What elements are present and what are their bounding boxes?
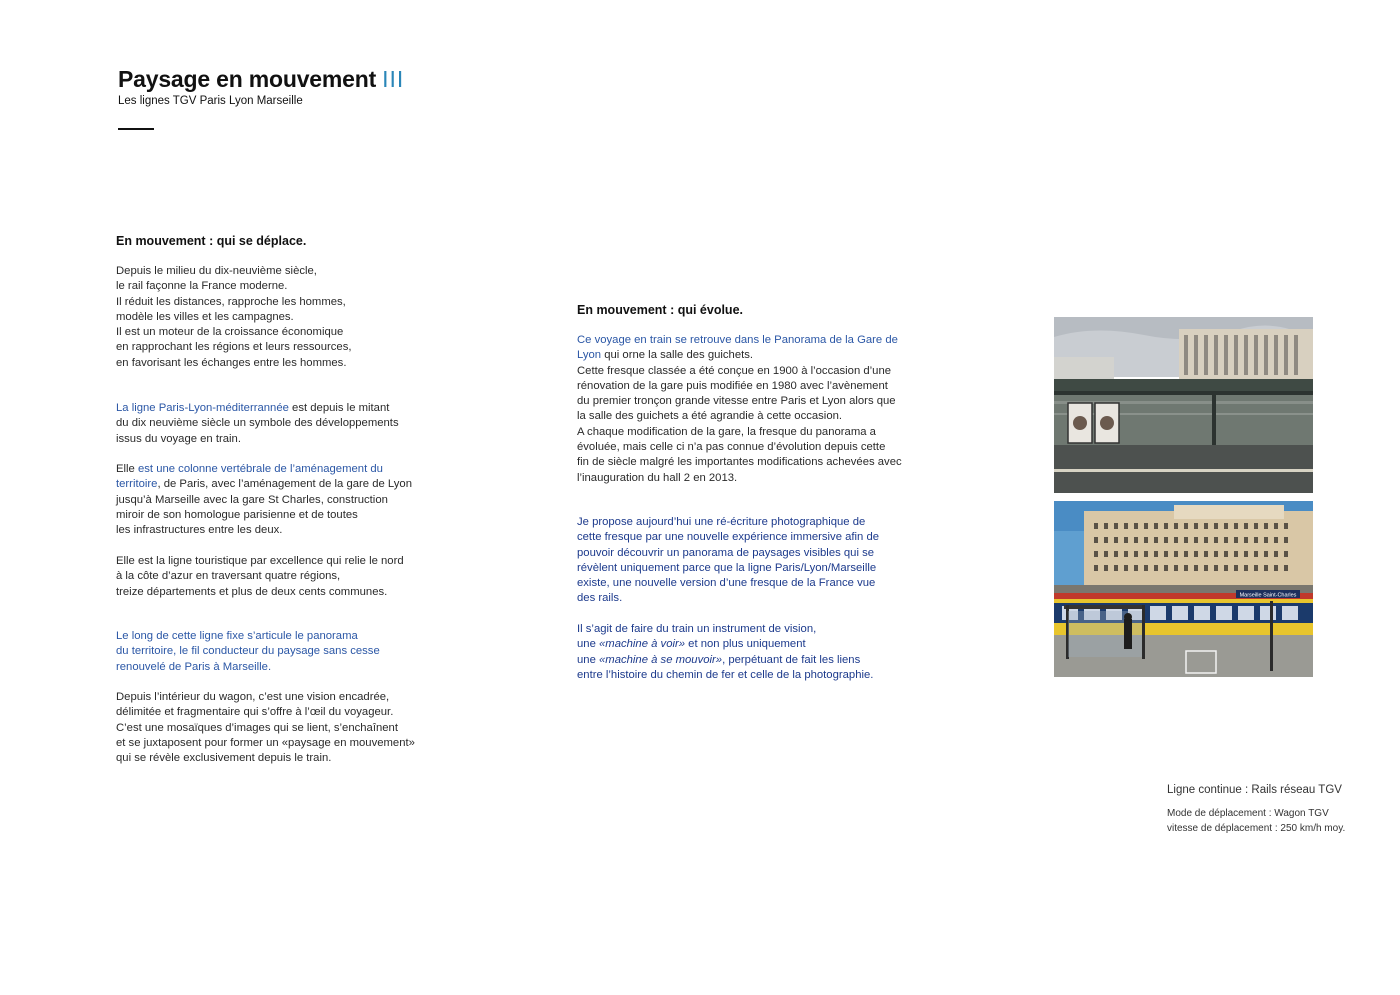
text-line: du dix neuvième siècle un symbole des développements <box>116 417 399 430</box>
text-line: cette fresque par une nouvelle expérience immersive afin de <box>577 531 880 544</box>
text-line: pouvoir découvrir un panorama de paysages visibles qui se <box>577 546 875 559</box>
italic-text: «machine à se mouvoir» <box>599 653 723 666</box>
highlight-line: renouvelé de Paris à Marseille. <box>116 660 272 673</box>
highlight-text: La ligne Paris-Lyon-méditerrannée <box>116 402 289 414</box>
text-line: la salle des guichets a été agrandie à cette occasion. <box>577 410 843 423</box>
text-line: jusqu’à Marseille avec la gare St Charles, construction <box>116 493 388 506</box>
text-line: Il réduit les distances, rapproche les hommes, <box>116 295 346 308</box>
middle-heading: En mouvement : qui évolue. <box>577 303 743 317</box>
text-line: qui se révèle exclusivement depuis le train. <box>116 752 332 765</box>
title-text: Paysage en mouvement <box>118 66 377 92</box>
title-bars: III <box>382 66 405 92</box>
text-fragment: , perpétuant de fait les liens <box>722 653 861 666</box>
station-sign: Marseille Saint-Charles <box>1239 592 1297 599</box>
left-paragraph-6 <box>116 690 415 766</box>
highlight-text: territoire <box>116 478 158 491</box>
text-fragment: est depuis le mitant <box>288 402 390 414</box>
text-line: en rapprochant les régions et leurs ressources, <box>116 341 352 354</box>
legend-line-3: vitesse de déplacement : 250 km/h moy. <box>1167 823 1346 834</box>
legend-line-2: Mode de déplacement : Wagon TGV <box>1167 808 1329 819</box>
text-line: et se juxtaposent pour former un «paysage en mouvement» <box>116 736 415 749</box>
marseille-illustration <box>1054 501 1313 677</box>
text-line: Il est un moteur de la croissance économique <box>116 326 344 339</box>
title-rule <box>118 128 154 130</box>
highlight-line: du territoire, le fil conducteur du paysage sans cesse <box>116 645 380 658</box>
left-paragraph-4 <box>116 554 404 600</box>
text-line: treize départements et plus de deux cents communes. <box>116 585 388 598</box>
platform-illustration <box>1054 317 1313 493</box>
text-line: fin de siècle malgré les importantes modifications achevées avec <box>577 456 902 469</box>
text-line: les infrastructures entre les deux. <box>116 524 283 537</box>
text-line: le rail façonne la France moderne. <box>116 280 288 293</box>
photo-paris-platform <box>1054 317 1313 493</box>
text-line: Depuis l’intérieur du wagon, c’est une vision encadrée, <box>116 691 390 703</box>
text-line: en favorisant les échanges entre les hommes. <box>116 356 347 369</box>
highlight-line: Le long de cette ligne fixe s’articule le panorama <box>116 630 358 642</box>
text-line: A chaque modification de la gare, la fresque du panorama a <box>577 425 876 438</box>
text-line: du premier tronçon grande vitesse entre Paris et Lyon alors que <box>577 395 896 408</box>
highlight-text: est une colonne vertébrale de l’aménagement du <box>137 463 383 475</box>
text-line: Elle est la ligne touristique par excellence qui relie le nord <box>116 555 404 567</box>
text-fragment: et non plus uniquement <box>685 638 806 651</box>
text-line: des rails. <box>577 592 623 605</box>
highlight-line: Ce voyage en train se retrouve dans le Panorama de la Gare de <box>577 334 898 346</box>
text-line: à la côte d’azur en traversant quatre régions, <box>116 570 341 583</box>
italic-text: «machine à voir» <box>599 638 686 651</box>
text-line: issus du voyage en train. <box>116 432 241 445</box>
page-subtitle: Les lignes TGV Paris Lyon Marseille <box>118 95 303 107</box>
text-line: révèlent uniquement parce que la ligne Paris/Lyon/Marseille <box>577 561 877 574</box>
photo-marseille-station <box>1054 501 1313 677</box>
text-line: Je propose aujourd’hui une ré-écriture photographique de <box>577 516 866 528</box>
left-paragraph-1 <box>116 264 351 371</box>
text-line: modèle les villes et les campagnes. <box>116 310 294 323</box>
text-fragment: une <box>577 653 599 666</box>
highlight-text: Lyon <box>577 349 602 362</box>
middle-paragraph-3 <box>577 622 873 683</box>
text-line: délimitée et fragmentaire qui s’offre à l’œil du voyageur. <box>116 706 394 719</box>
text-fragment: une <box>577 638 599 651</box>
left-heading: En mouvement : qui se déplace. <box>116 234 307 248</box>
text-line: Depuis le milieu du dix-neuvième siècle, <box>116 265 317 277</box>
text-line: C’est une mosaïques d’images qui se lient, s’enchaînent <box>116 721 398 734</box>
text-line: existe, une nouvelle version d’une fresque de la France vue <box>577 577 876 590</box>
middle-paragraph-2 <box>577 515 879 607</box>
text-line: miroir de son homologue parisienne et de toutes <box>116 508 358 521</box>
legend-line-1: Ligne continue : Rails réseau TGV <box>1167 784 1342 796</box>
left-paragraph-5 <box>116 629 380 675</box>
text-line: évoluée, mais celle ci n’a pas connue d’évolution depuis cette <box>577 441 886 454</box>
text-line: l’inauguration du hall 2 en 2013. <box>577 471 738 484</box>
text-fragment: qui orne la salle des guichets. <box>601 349 754 362</box>
text-line: entre l’histoire du chemin de fer et celle de la photographie. <box>577 668 874 681</box>
text-line: Il s’agit de faire du train un instrument de vision, <box>577 623 817 635</box>
text-line: Cette fresque classée a été conçue en 1900 à l’occasion d’une <box>577 364 892 377</box>
left-paragraph-3 <box>116 462 412 538</box>
text-fragment: , de Paris, avec l’aménagement de la gare de Lyon <box>157 478 412 491</box>
text-fragment: Elle <box>116 463 138 475</box>
left-paragraph-2 <box>116 401 399 447</box>
page-title <box>118 66 404 93</box>
middle-paragraph-1 <box>577 333 902 486</box>
text-line: rénovation de la gare puis modifiée en 1980 avec l’avènement <box>577 379 888 392</box>
